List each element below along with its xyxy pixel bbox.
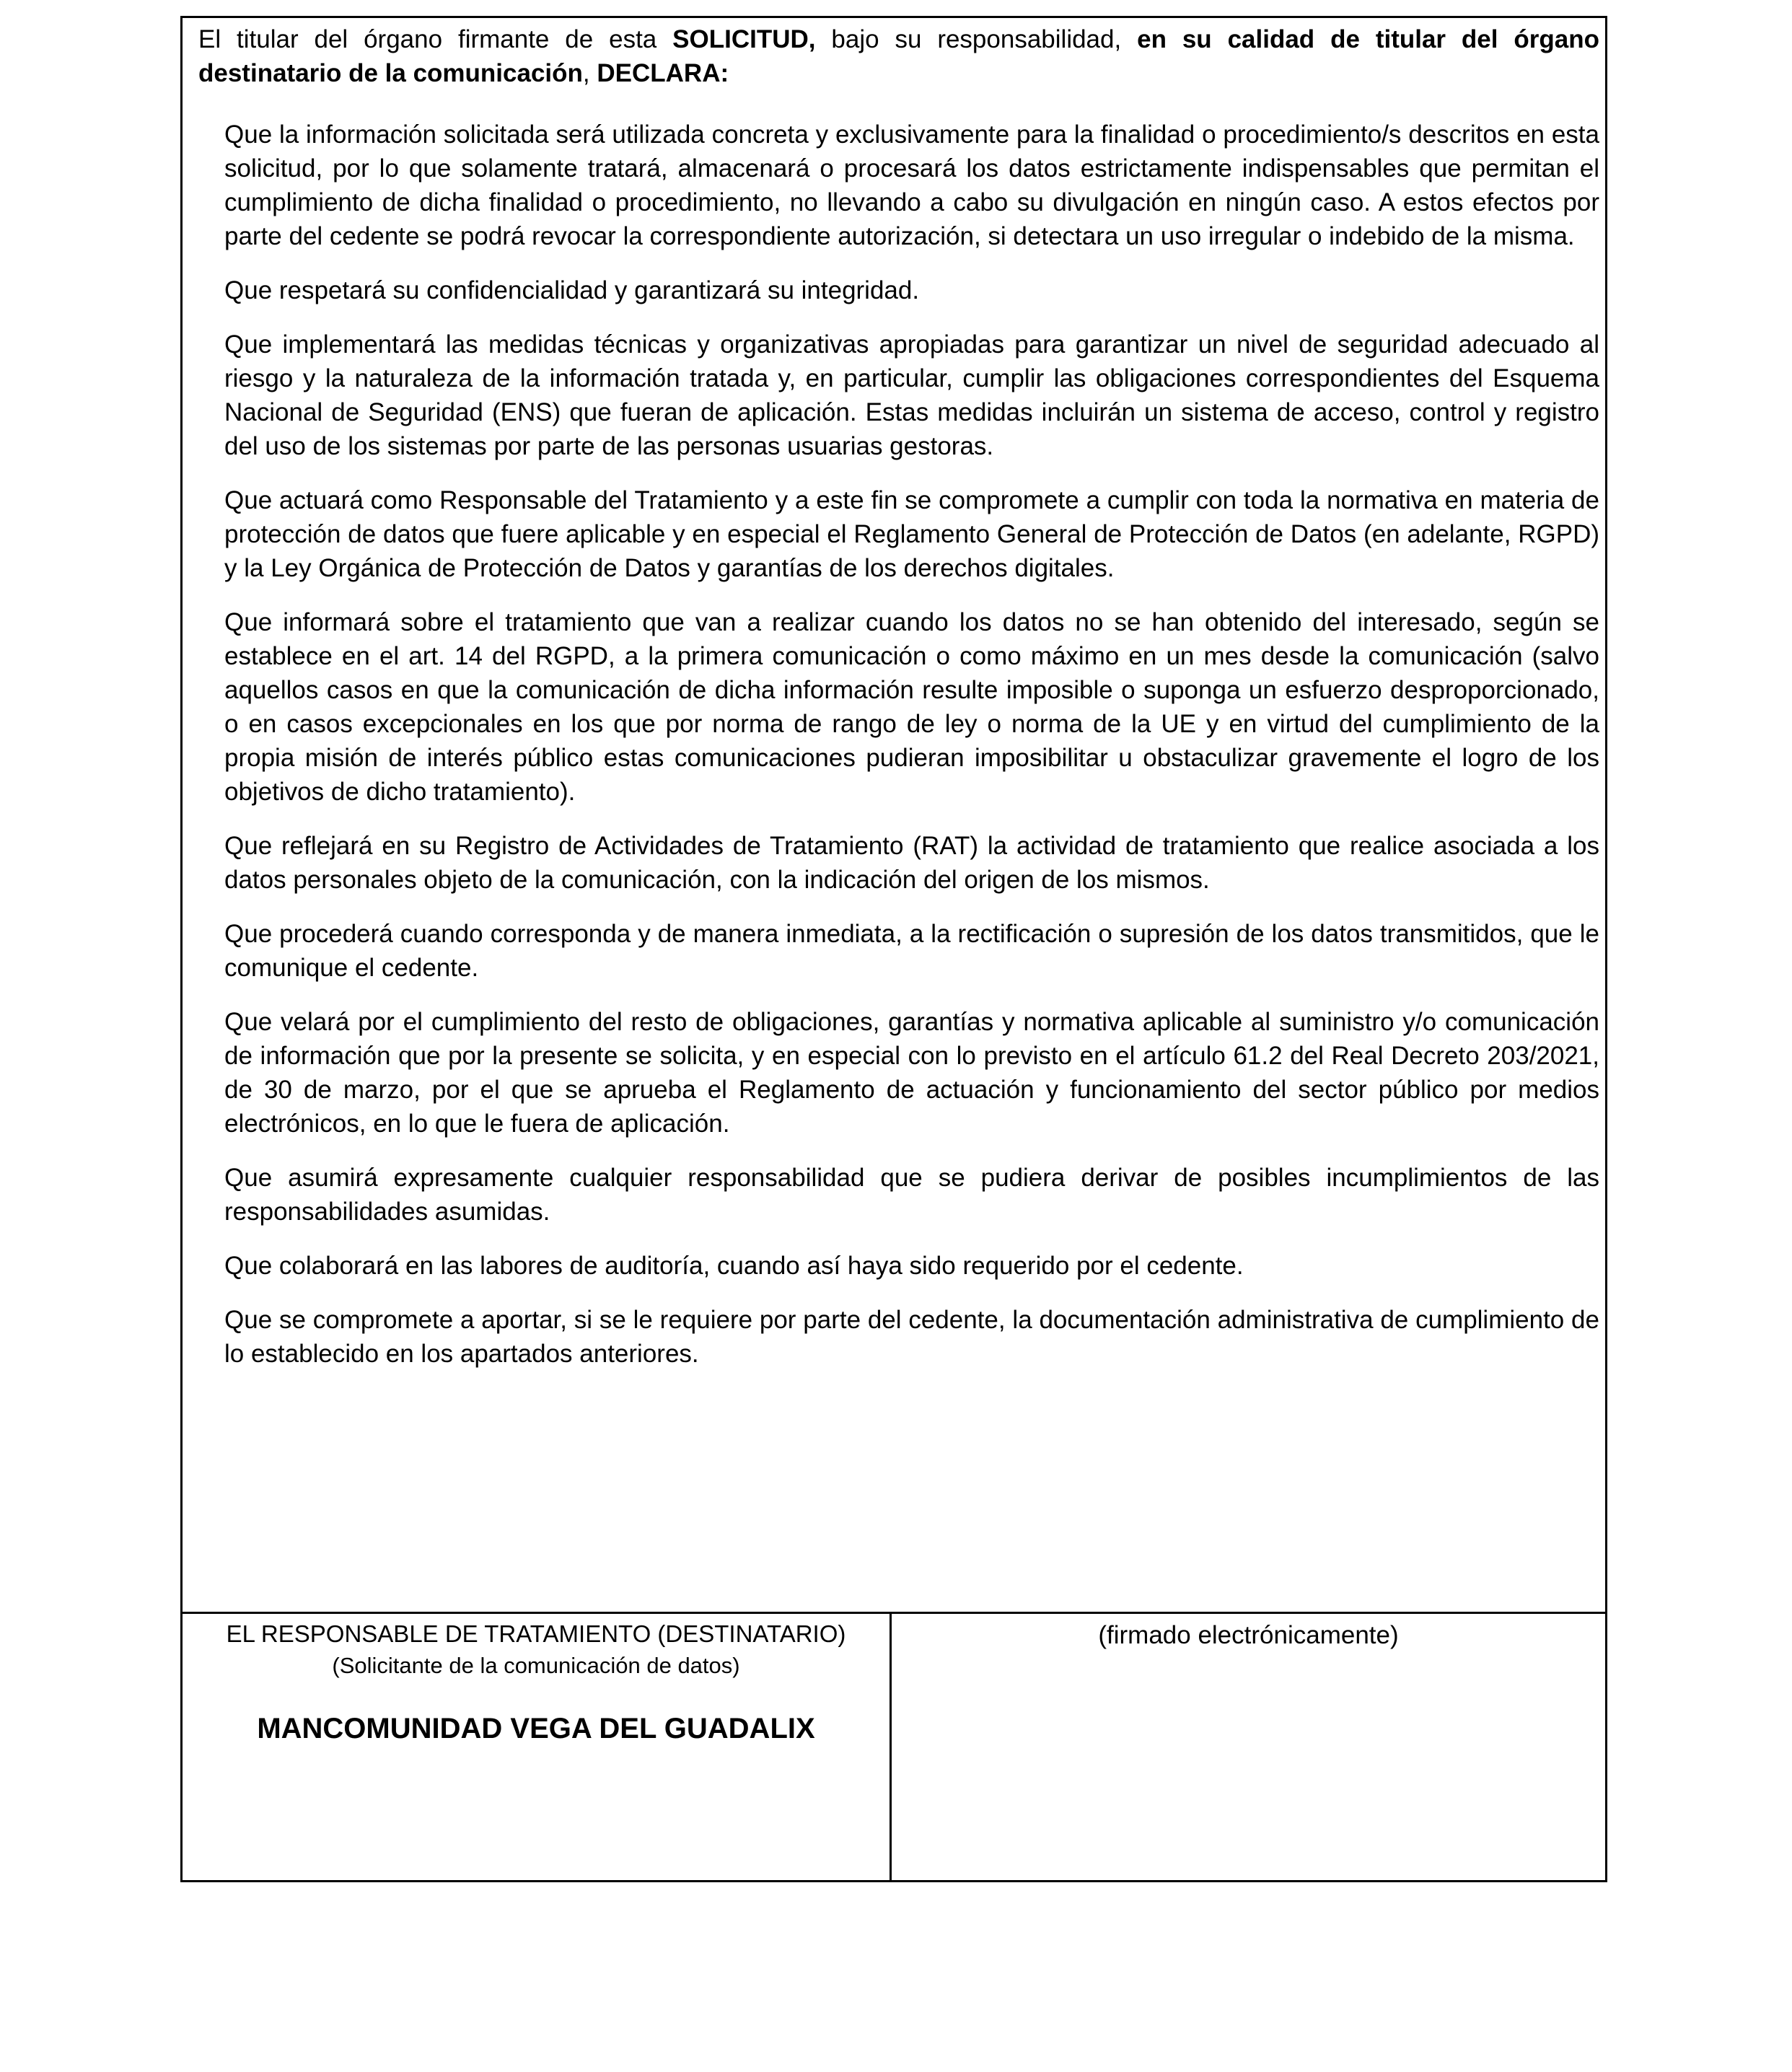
- signature-cell: [892, 1614, 1605, 1886]
- signatory-role: EL RESPONSABLE DE TRATAMIENTO (DESTINATARIO): [226, 1620, 846, 1647]
- intro-solicitud: SOLICITUD,: [672, 25, 816, 53]
- intro-calidad: en su calidad de titular del órgano destinatario de la comunicación: [198, 25, 1599, 87]
- clause-paragraph: Que asumirá expresamente cualquier responsabilidad que se pudiera derivar de posibles incumplimientos de las responsabilidades asumidas.: [224, 1164, 1599, 1226]
- signature-row: [183, 1614, 1605, 1880]
- clause-paragraph: Que actuará como Responsable del Tratamiento y a este fin se compromete a cumplir con toda la normativa en materia de protección de datos que fuere aplicable y en especial el Reglamento General de Protección de Datos (en adelante, RGPD) y la Ley Orgánica de Protección de Datos y garantías de los derechos digitales.: [224, 486, 1599, 582]
- signatory-cell: [183, 1614, 892, 1880]
- declaration-form: [180, 16, 1607, 1882]
- declaration-intro: [198, 22, 1599, 90]
- clause-paragraph: Que implementará las medidas técnicas y organizativas apropiadas para garantizar un nivel de seguridad adecuado al riesgo y la naturaleza de la información tratada y, en particular, cumplir las obligaciones correspondientes del Esquema Nacional de Seguridad (ENS) que fueran de aplicación. Estas medidas incluirán un sistema de acceso, control y registro del uso de los sistemas por parte de las personas usuarias gestoras.: [224, 330, 1599, 460]
- clause-paragraph: Que se compromete a aportar, si se le requiere por parte del cedente, la documentación administrativa de cumplimiento de lo establecido en los apartados anteriores.: [224, 1306, 1599, 1368]
- intro-text-2: bajo su responsabilidad,: [815, 25, 1138, 53]
- signatory-entity: MANCOMUNIDAD VEGA DEL GUADALIX: [257, 1713, 815, 1744]
- intro-text-1: El titular del órgano firmante de esta: [198, 25, 673, 53]
- clause-paragraph: Que respetará su confidencialidad y garantizará su integridad.: [224, 276, 920, 304]
- clause-paragraph: Que procederá cuando corresponda y de manera inmediata, a la rectificación o supresión de los datos transmitidos, que le comunique el cedente.: [224, 920, 1599, 982]
- clause-paragraph: Que informará sobre el tratamiento que van a realizar cuando los datos no se han obtenido del interesado, según se establece en el art. 14 del RGPD, a la primera comunicación o como máximo en un mes desde la comunicación (salvo aquellos casos en que la comunicación de dicha información resulte imposible o suponga un esfuerzo desproporcionado, o en casos excepcionales en los que por norma de rango de ley o norma de la UE y en virtud del cumplimiento de la propia misión de interés público estas comunicaciones pudieran imposibilitar u obstaculizar gravemente el logro de los objetivos de dicho tratamiento).: [224, 608, 1599, 806]
- clause-paragraph: Que reflejará en su Registro de Actividades de Tratamiento (RAT) la actividad de tratamiento que realice asociada a los datos personales objeto de la comunicación, con la indicación del origen de los mismos.: [224, 832, 1599, 894]
- intro-text-3: ,: [582, 59, 597, 87]
- clause-paragraph: Que colaborará en las labores de auditoría, cuando así haya sido requerido por el cedente.: [224, 1252, 1244, 1280]
- declaration-section: [183, 18, 1605, 1614]
- intro-declara: DECLARA:: [597, 59, 729, 87]
- clause-paragraph: Que velará por el cumplimiento del resto de obligaciones, garantías y normativa aplicable al suministro y/o comunicación de información que por la presente se solicita, y en especial con lo previsto en el artículo 61.2 del Real Decreto 203/2021, de 30 de marzo, por el que se aprueba el Reglamento de actuación y funcionamiento del sector público por medios electrónicos, en lo que le fuera de aplicación.: [224, 1008, 1599, 1138]
- electronic-signature-note: (firmado electrónicamente): [1098, 1621, 1399, 1649]
- clause-paragraph: Que la información solicitada será utilizada concreta y exclusivamente para la finalidad o procedimiento/s descritos en esta solicitud, por lo que solamente tratará, almacenará o procesará los datos estrictamente indispensables que permitan el cumplimiento de dicha finalidad o procedimiento, no llevando a cabo su divulgación en ningún caso. A estos efectos por parte del cedente se podrá revocar la correspondiente autorización, si detectara un uso irregular o indebido de la misma.: [224, 120, 1599, 250]
- signatory-role-subtitle: (Solicitante de la comunicación de datos): [332, 1653, 740, 1678]
- declaration-clauses: [198, 118, 1599, 1371]
